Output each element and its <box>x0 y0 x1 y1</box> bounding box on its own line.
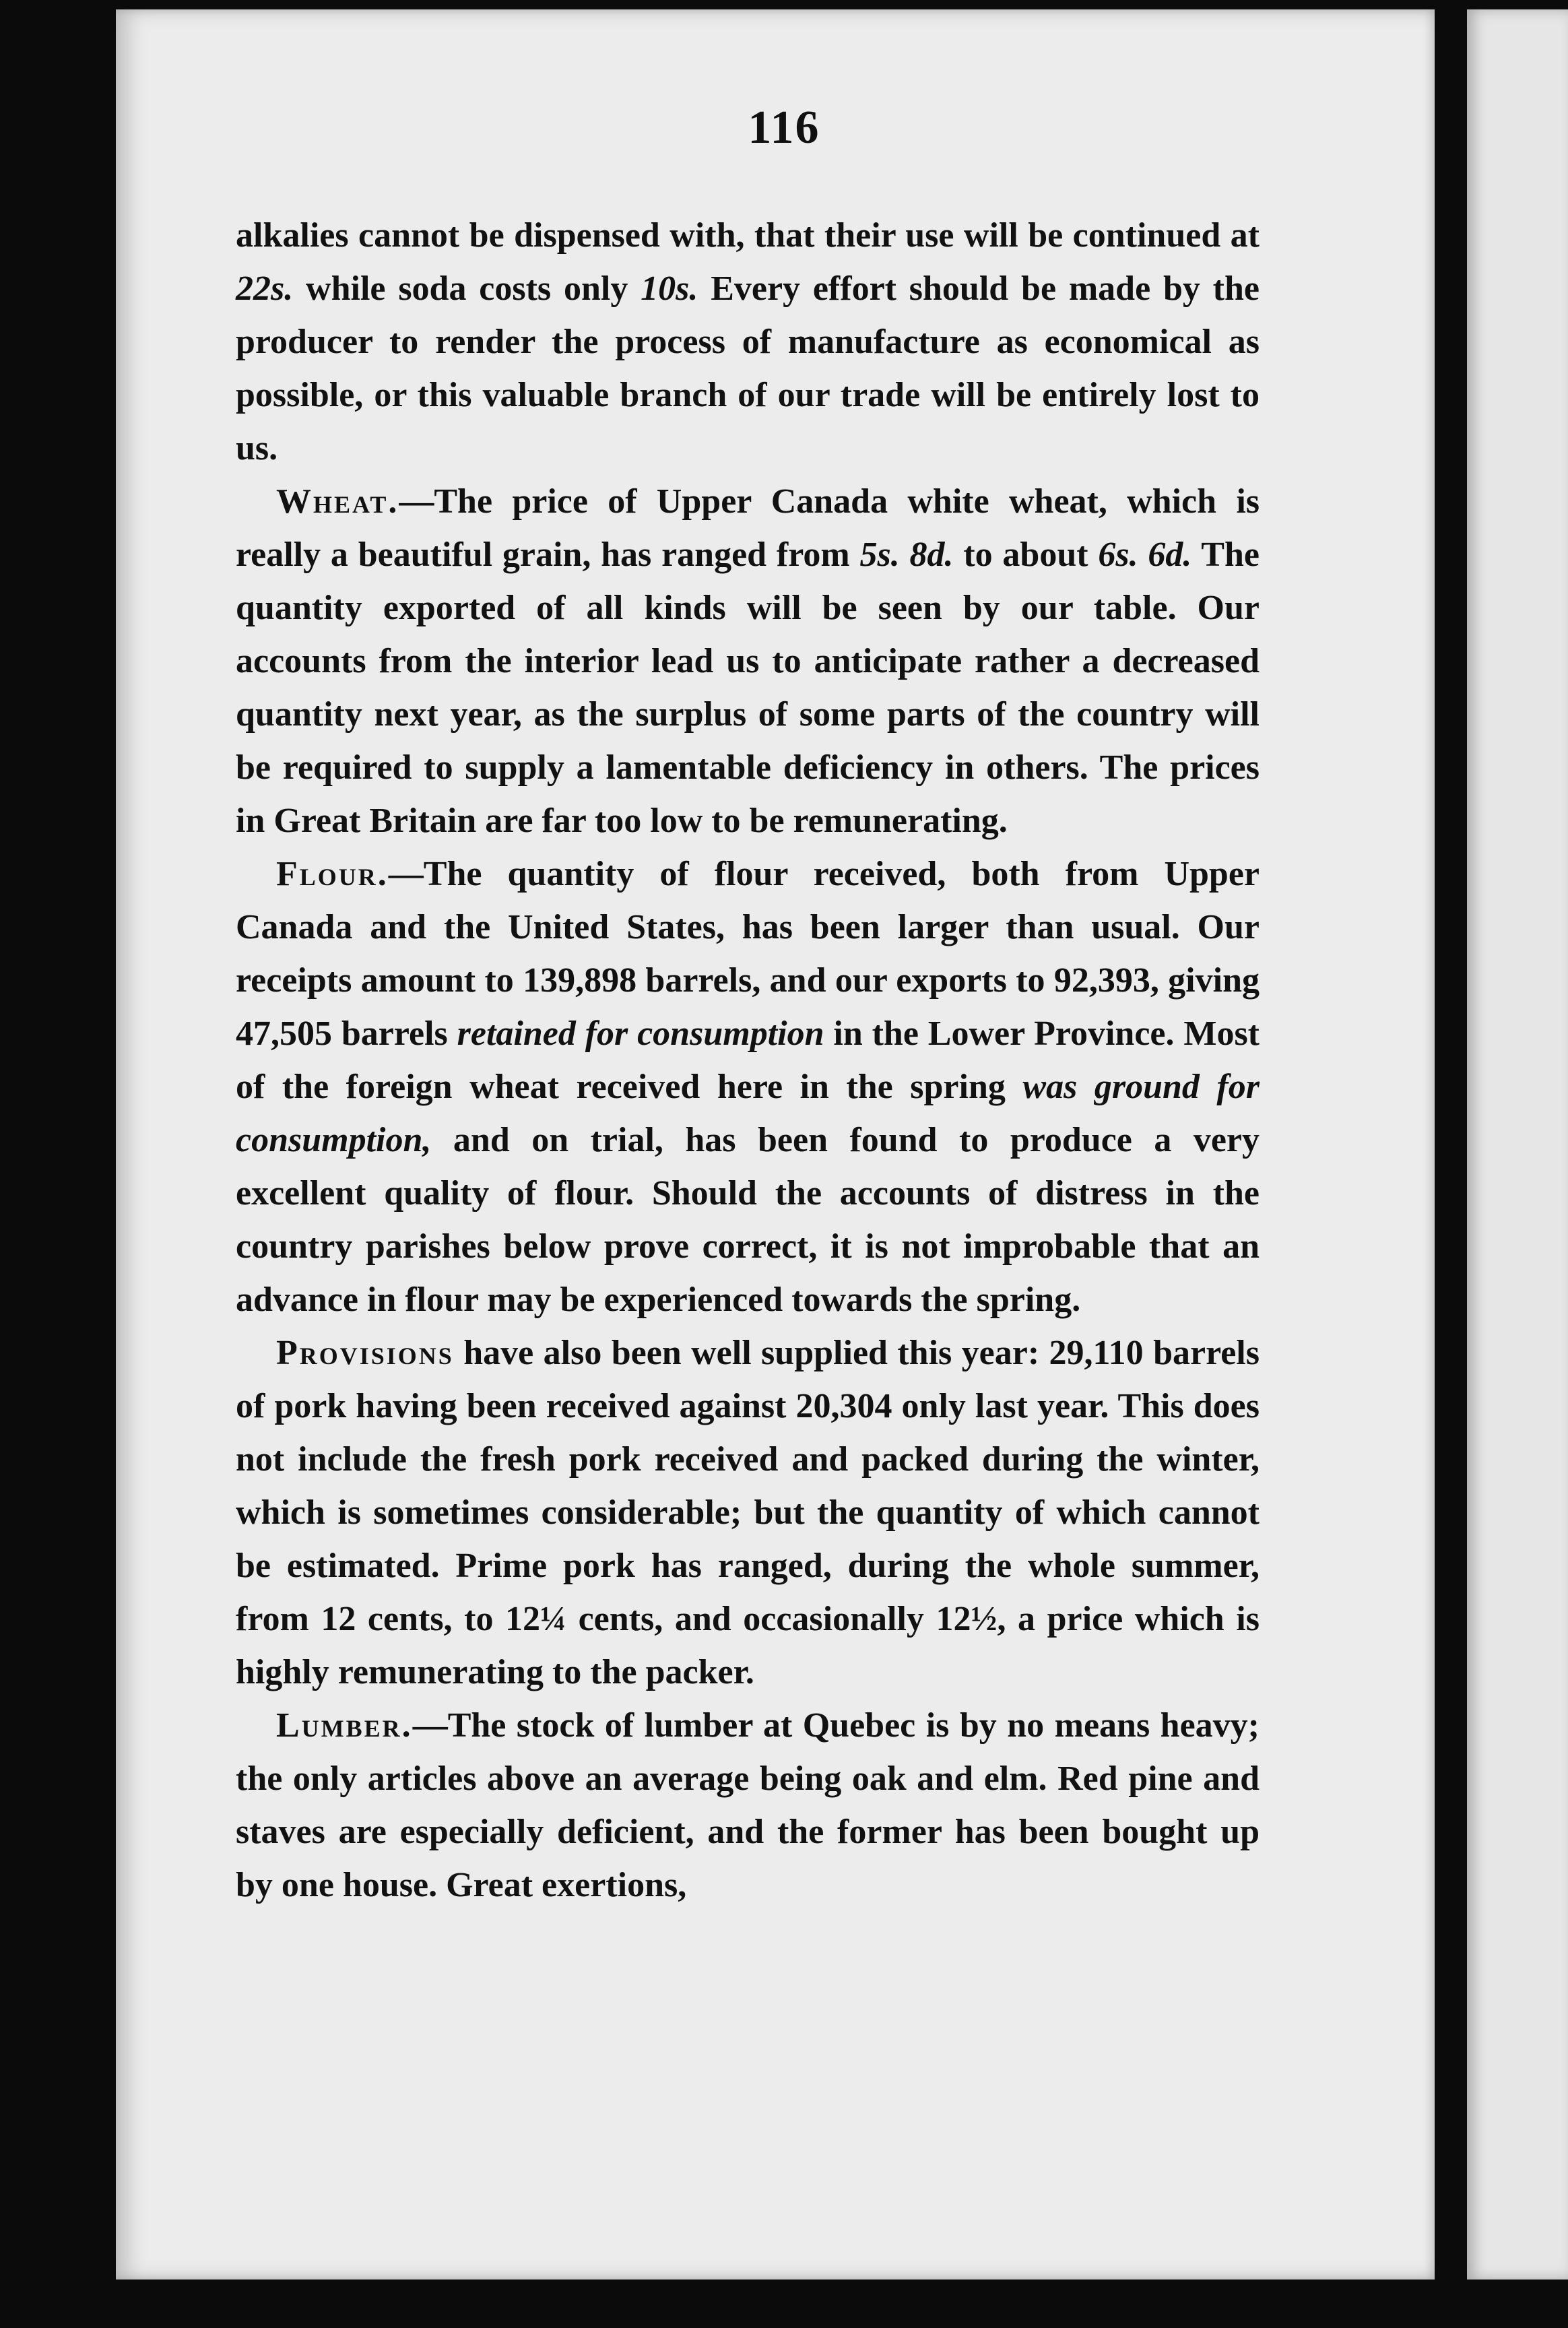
paragraph <box>236 1699 1260 1912</box>
text-run: have also been well supplied this year: 29,110 barrels of pork having been received against 20,304 only last year. This does not include the fresh pork received and packed during the winter, which is sometimes considerable; but the quantity of which cannot be estimated. Prime pork has ranged, during the whole summer, from 12 cents, to 12¼ cents, and occasionally 12½, a price which is highly remunerating to the packer. <box>236 1334 1260 1691</box>
text-run: alkalies cannot be dispensed with, that their use will be continued at <box>236 216 1260 255</box>
italic-text: was ground for consumption, <box>236 1068 1260 1159</box>
paragraph <box>236 1326 1260 1699</box>
text-run: —The quantity of flour received, both from Upper Canada and the United States, has been larger than usual. Our receipts amount to 139,898 barrels, and our exports to 92,393, giving 47,505 barrels <box>236 855 1260 1053</box>
italic-text: 5s. 8d. <box>859 536 954 574</box>
section-heading: Lumber. <box>276 1706 413 1745</box>
italic-text: 6s. 6d. <box>1098 536 1192 574</box>
adjacent-page-edge <box>1467 9 1568 2280</box>
text-run: The quantity exported of all kinds will be seen by our table. Our accounts from the interior lead us to anticipate rather a decreased quantity next year, as the surplus of some parts of the country will be required to supply a lamentable deficiency in others. The prices in Great Britain are far too low to be remunerating. <box>236 536 1260 840</box>
italic-text: retained for consumption <box>457 1014 824 1053</box>
text-run: to about <box>953 536 1099 574</box>
page-number: 116 <box>748 102 820 154</box>
section-heading: Wheat. <box>276 482 399 521</box>
text-run: while soda costs only <box>293 269 641 308</box>
text-run: in the Lower Province. Most of the foreign wheat received here in the spring <box>236 1014 1260 1106</box>
paragraph <box>236 847 1260 1326</box>
text-run: Every effort should be made by the producer to render the process of manufacture as economical as possible, or this valuable branch of our trade will be entirely lost to us. <box>236 269 1260 467</box>
section-heading: Flour. <box>276 855 389 893</box>
text-run: —The price of Upper Canada white wheat, which is really a beautiful grain, has ranged from <box>236 482 1260 574</box>
text-run: and on trial, has been found to produce a very excellent quality of flour. Should the accounts of distress in the country parishes below prove correct, it is not improbable that an advance in flour may be experienced towards the spring. <box>236 1121 1260 1319</box>
section-heading: Provisions <box>276 1334 454 1372</box>
italic-text: 10s. <box>641 269 698 308</box>
text-run: —The stock of lumber at Quebec is by no means heavy; the only articles above an average being oak and elm. Red pine and staves are especially deficient, and the former has been bought up by one house. Great exertions, <box>236 1706 1260 1904</box>
paragraph <box>236 209 1260 475</box>
italic-text: 22s. <box>236 269 294 308</box>
paragraph <box>236 475 1260 847</box>
body-text <box>236 209 1260 1912</box>
